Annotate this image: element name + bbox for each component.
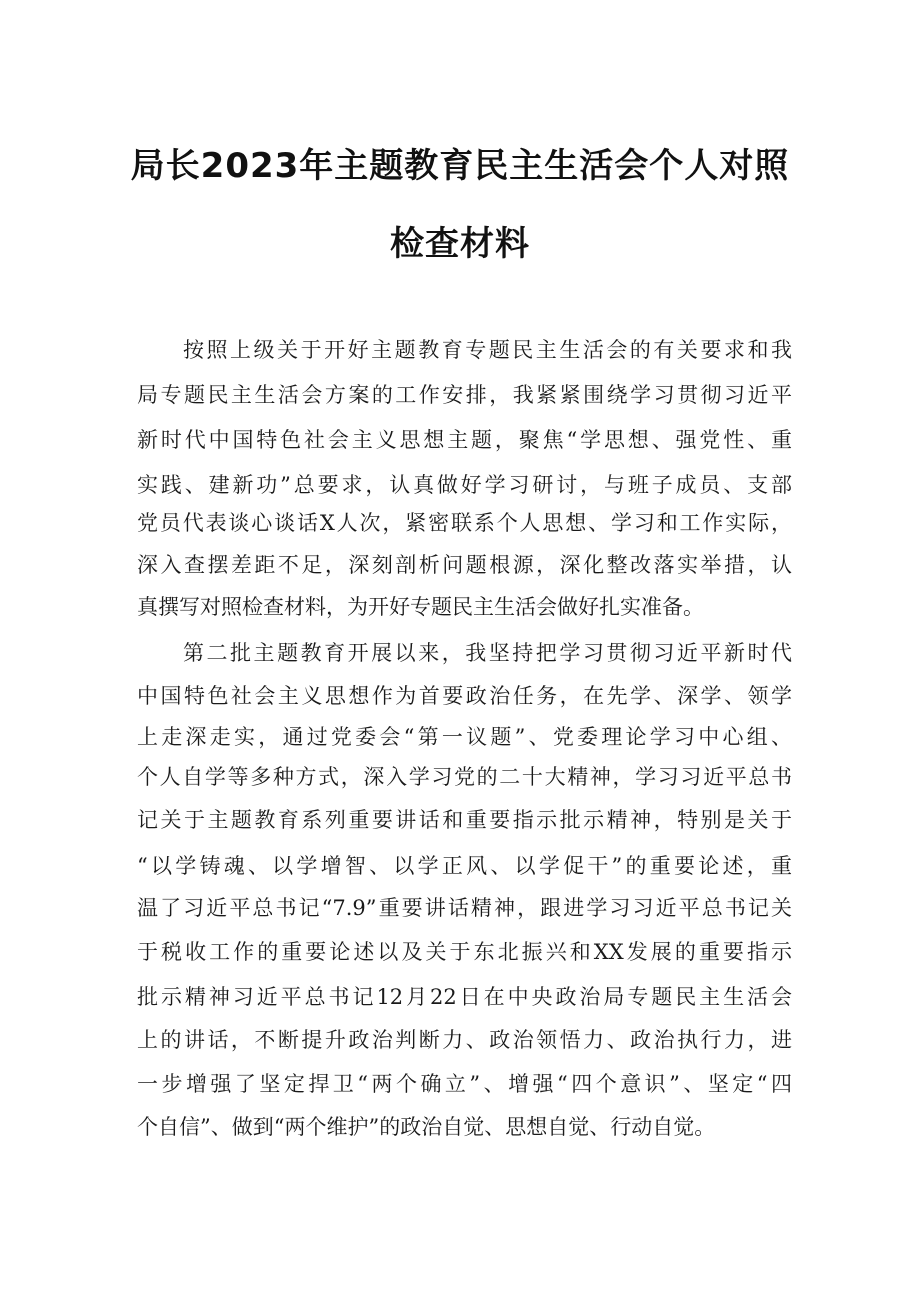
paragraph-1-line: 真撰写对照检查材料，为开好专题民主生活会做好扎实准备。 xyxy=(137,595,704,619)
document-title-line-1: 局长2023年主题教育民主生活会个人对照 xyxy=(130,146,790,186)
paragraph-2-line: 个人自学等多种方式，深入学习党的二十大精神，学习习近平总书 xyxy=(137,765,792,789)
paragraph-2-line: 个自信”、做到“两个维护”的政治自觉、思想自觉、行动自觉。 xyxy=(137,1115,716,1139)
paragraph-1-line: 实践、建新功”总要求，认真做好学习研讨，与班子成员、支部 xyxy=(137,473,792,497)
paragraph-2-line: “以学铸魂、以学增智、以学正风、以学促干”的重要论述，重 xyxy=(137,854,792,878)
paragraph-1-line: 新时代中国特色社会主义思想主题，聚焦“学思想、强党性、重 xyxy=(137,428,792,452)
paragraph-2-line: 中国特色社会主义思想作为首要政治任务，在先学、深学、领学 xyxy=(137,684,792,708)
paragraph-2-line: 记关于主题教育系列重要讲话和重要指示批示精神，特别是关于 xyxy=(137,808,792,832)
paragraph-1-line: 深入查摆差距不足，深刻剖析问题根源，深化整改落实举措，认 xyxy=(137,553,792,577)
document-title-line-2: 检查材料 xyxy=(390,224,530,264)
paragraph-1-line: 党员代表谈心谈话X人次，紧密联系个人思想、学习和工作实际， xyxy=(137,511,792,535)
paragraph-2-line: 温了习近平总书记“7.9”重要讲话精神，跟进学习习近平总书记关 xyxy=(137,896,792,920)
paragraph-1-line: 按照上级关于开好主题教育专题民主生活会的有关要求和我 xyxy=(183,338,792,362)
paragraph-2-line: 于税收工作的重要论述以及关于东北振兴和XX发展的重要指示 xyxy=(137,940,792,964)
paragraph-2-line: 上走深走实，通过党委会“第一议题”、党委理论学习中心组、 xyxy=(137,725,792,749)
paragraph-1-line: 局专题民主生活会方案的工作安排，我紧紧围绕学习贯彻习近平 xyxy=(137,383,792,407)
paragraph-2-line: 批示精神习近平总书记12月22日在中央政治局专题民主生活会 xyxy=(137,985,792,1009)
paragraph-2-line: 第二批主题教育开展以来，我坚持把学习贯彻习近平新时代 xyxy=(183,641,792,665)
paragraph-2-line: 上的讲话，不断提升政治判断力、政治领悟力、政治执行力，进 xyxy=(137,1028,792,1052)
paragraph-2-line: 一步增强了坚定捍卫“两个确立”、增强“四个意识”、坚定“四 xyxy=(137,1072,792,1096)
